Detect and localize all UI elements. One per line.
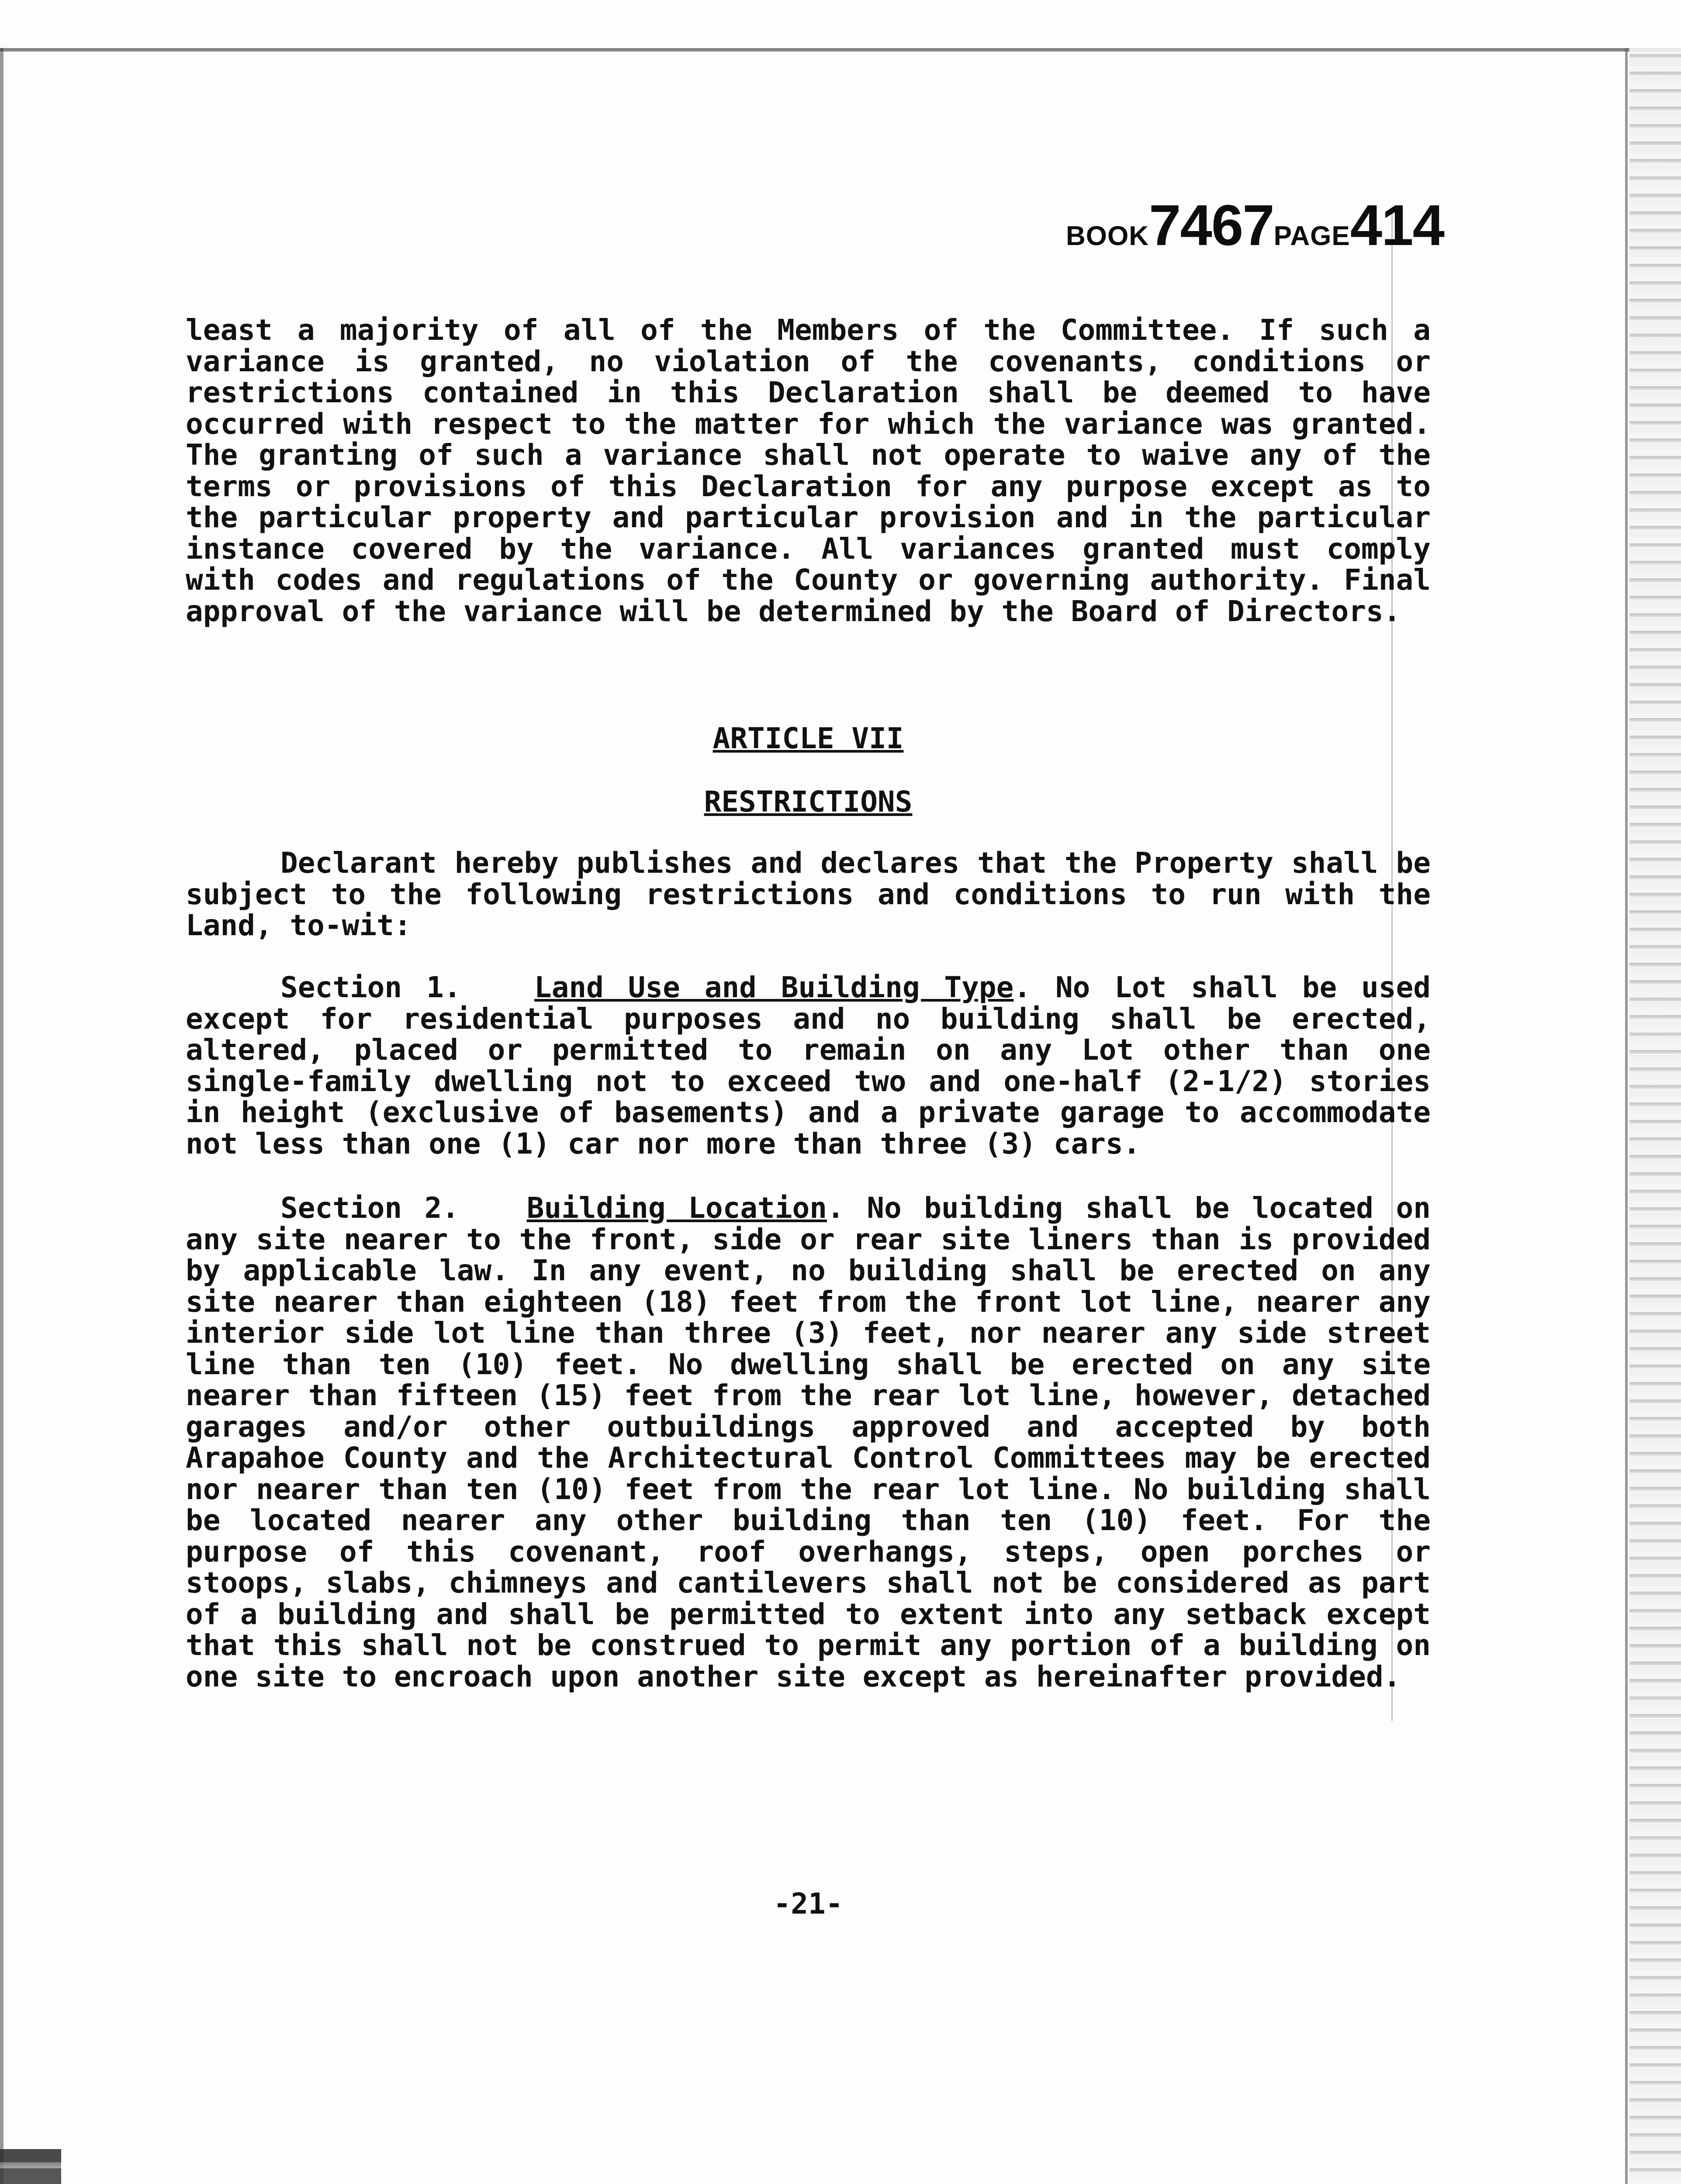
article-title: RESTRICTIONS [704,785,913,819]
article-number: ARTICLE VII [713,722,904,755]
book-label: BOOK [1066,221,1149,251]
section-2-label: Section 2. [280,1191,460,1225]
scan-right-border [1625,48,1628,2184]
scan-left-border [0,48,3,2184]
continuation-paragraph: least a majority of all of the Members of the Committee. If such a variance is granted, no violation of the covenants, conditions or restrictions contained in this Declaration shall be deemed to have occurred with respect to the matter for which the variance was granted. The granting of such a variance shall not operate to waive any of the terms or provisions of this Declaration for any purpose except as to the particular property and particular provision and in the particular instance covered by the variance. All variances granted must comply with codes and regulations of the County or governing authority. Final approval of the variance will be determined by the Board of Directors. [186,313,1431,628]
stamp-page-number: 414 [1350,193,1444,257]
section-1-body: . No Lot shall be used except for residential purposes and no building shall be erected, altered, placed or permitted to remain on any Lot other than one single-family dwelling not to exceed two and one-half (2-1/2) stories in height (exclusive of basements) and a private garage to accommodate not less than one (1) car nor more than three (3) cars. [186,971,1431,1161]
page-number: -21- [773,1887,843,1921]
section-2-heading: Building Location [526,1191,827,1225]
intro-paragraph: Declarant hereby publishes and declares that the Property shall be subject to the following restrictions and conditions to run with the Land, to-wit: [186,846,1431,942]
section-2-body: . No building shall be located on any site nearer to the front, side or rear site liners than is provided by applicable law. In any event, no building shall be erected on any site nearer than eighteen (18) feet from the front lot line, nearer any interior side lot line than three (3) feet, nor nearer any side street line than ten (10) feet. No dwelling shall be erected on any site nearer than fifteen (15) feet from the rear lot line, however, detached garages and/or other outbuildings approved and accepted by both Arapahoe County and the Architectural Control Committees may be erected nor nearer than ten (10) feet from the rear lot line. No building shall be located nearer any other building than ten (10) feet. For the purpose of this covenant, roof overhangs, steps, open porches or stoops, slabs, chimneys and cantilevers shall not be considered as part of a building and shall be permitted to extent into any setback except that this shall not be construed to permit any portion of a building on one site to encroach upon another site except as hereinafter provided. [186,1191,1431,1693]
book-number: 7467 [1149,193,1274,257]
scan-left-smudge [0,2149,61,2184]
section-1-label: Section 1. [280,971,461,1004]
section-1 [186,972,1431,1159]
page-label: PAGE [1273,221,1350,251]
scan-right-edge-noise [1629,48,1681,2184]
section-2 [186,1192,1431,1692]
section-1-heading: Land Use and Building Type [534,971,1014,1004]
book-page-stamp [1066,192,1444,258]
scan-top-border [0,48,1681,52]
